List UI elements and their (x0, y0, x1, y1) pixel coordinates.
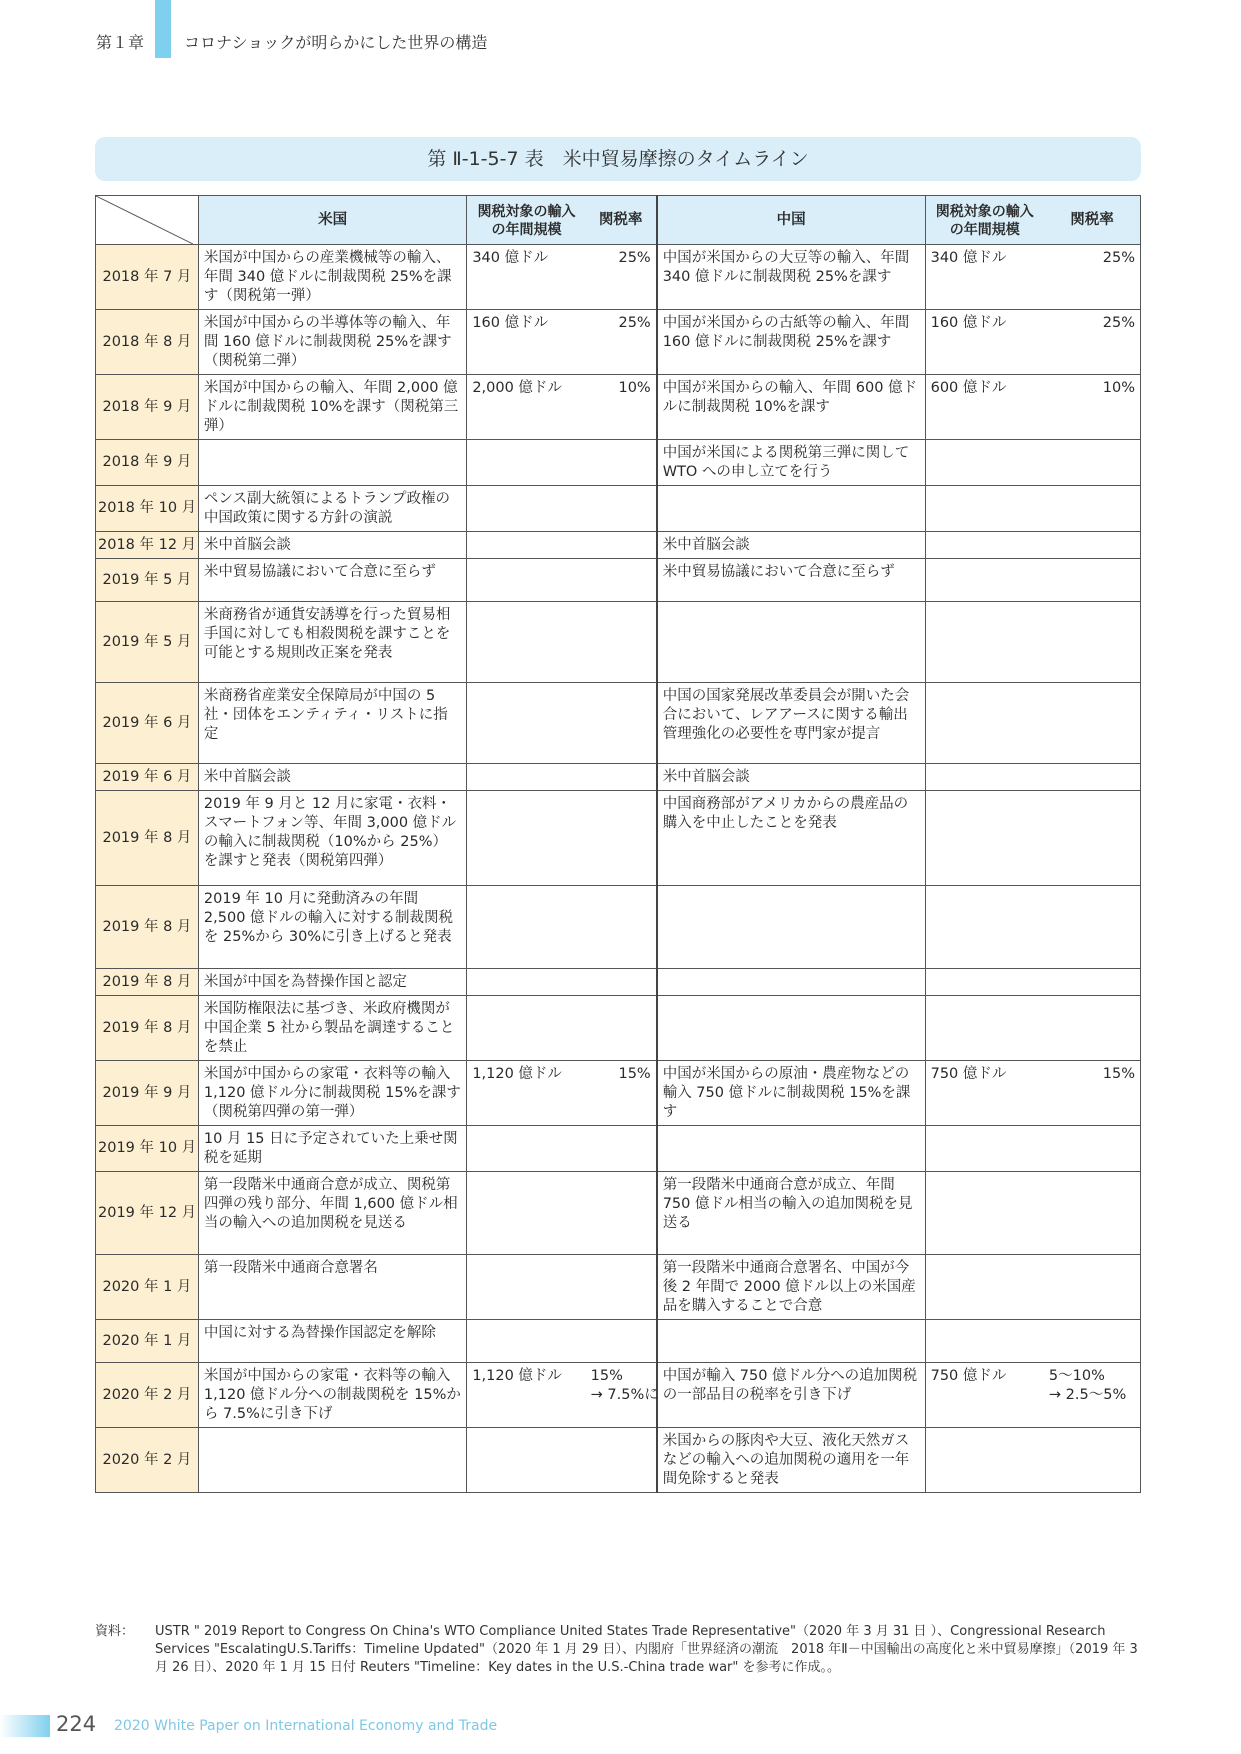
chapter-label: 第１章 (96, 33, 145, 52)
us-event-cell: 米中首脳会談 (198, 532, 466, 559)
cn-rate-cell (1044, 486, 1141, 532)
us-rate-cell (586, 1172, 657, 1255)
date-cell: 2018 年 12 月 (96, 532, 199, 559)
us-scale-cell (467, 486, 586, 532)
cn-event-cell: 第一段階米中通商合意が成立、年間 750 億ドル相当の輸入の追加関税を見送る (657, 1172, 925, 1255)
date-cell: 2019 年 9 月 (96, 1061, 199, 1126)
us-event-cell: 10 月 15 日に予定されていた上乗せ関税を延期 (198, 1126, 466, 1172)
us-event-cell: 2019 年 9 月と 12 月に家電・衣料・スマートフォン等、年間 3,000 億ドルの輸入に制裁関税（10%から 25%）を課すと発表（関税第四弾） (198, 791, 466, 886)
cn-rate-cell (1044, 1172, 1141, 1255)
cn-scale-cell: 600 億ドル (925, 375, 1044, 440)
cn-scale-cell (925, 440, 1044, 486)
us-scale-cell (467, 1320, 586, 1363)
cn-rate-cell (1044, 440, 1141, 486)
us-scale-cell (467, 1126, 586, 1172)
cn-rate-cell (1044, 532, 1141, 559)
table-row (96, 310, 1141, 375)
cn-scale-cell: 750 億ドル (925, 1363, 1044, 1428)
date-cell: 2018 年 9 月 (96, 375, 199, 440)
us-rate-cell (586, 1320, 657, 1363)
date-cell: 2020 年 2 月 (96, 1363, 199, 1428)
date-cell: 2019 年 5 月 (96, 602, 199, 683)
us-event-cell: 2019 年 10 月に発動済みの年間 2,500 億ドルの輸入に対する制裁関税を 25%から 30%に引き上げると発表 (198, 886, 466, 969)
cn-event-cell: 米中貿易協議において合意に至らず (657, 559, 925, 602)
cn-event-cell: 中国が米国からの大豆等の輸入、年間 340 億ドルに制裁関税 25%を課す (657, 245, 925, 310)
table-row (96, 969, 1141, 996)
us-rate-cell: 10% (586, 375, 657, 440)
cn-scale-cell: 340 億ドル (925, 245, 1044, 310)
us-event-cell (198, 440, 466, 486)
us-event-cell: ペンス副大統領によるトランプ政権の中国政策に関する方針の演説 (198, 486, 466, 532)
cn-rate-cell: 5〜10% → 2.5〜5% (1044, 1363, 1141, 1428)
us-event-cell: 中国に対する為替操作国認定を解除 (198, 1320, 466, 1363)
header-us: 米国 (198, 196, 466, 245)
us-rate-cell (586, 764, 657, 791)
us-scale-cell (467, 559, 586, 602)
cn-rate-cell (1044, 886, 1141, 969)
us-rate-cell (586, 1255, 657, 1320)
us-scale-cell (467, 1172, 586, 1255)
date-cell: 2019 年 6 月 (96, 764, 199, 791)
corner-cell (96, 196, 199, 245)
us-event-cell: 米国が中国からの産業機械等の輸入、年間 340 億ドルに制裁関税 25%を課す（関税第一弾） (198, 245, 466, 310)
us-scale-cell (467, 683, 586, 764)
cn-rate-cell (1044, 1428, 1141, 1493)
us-scale-cell (467, 602, 586, 683)
cn-scale-cell (925, 1255, 1044, 1320)
table-row (96, 1126, 1141, 1172)
date-cell: 2019 年 10 月 (96, 1126, 199, 1172)
diagonal-line (96, 196, 193, 244)
table-title: 第 Ⅱ-1-5-7 表 米中貿易摩擦のタイムライン (95, 137, 1141, 181)
date-cell: 2019 年 8 月 (96, 996, 199, 1061)
cn-scale-cell (925, 764, 1044, 791)
cn-event-cell: 米中首脳会談 (657, 532, 925, 559)
us-scale-cell: 1,120 億ドル (467, 1061, 586, 1126)
us-rate-cell (586, 1126, 657, 1172)
table-row (96, 559, 1141, 602)
cn-event-cell: 第一段階米中通商合意署名、中国が今後 2 年間で 2000 億ドル以上の米国産品を購入することで合意 (657, 1255, 925, 1320)
us-rate-cell (586, 969, 657, 996)
cn-rate-cell: 15% (1044, 1061, 1141, 1126)
cn-event-cell: 中国が輸入 750 億ドル分への追加関税の一部品目の税率を引き下げ (657, 1363, 925, 1428)
cn-rate-cell (1044, 1126, 1141, 1172)
cn-rate-cell (1044, 683, 1141, 764)
us-rate-cell (586, 996, 657, 1061)
cn-rate-cell (1044, 559, 1141, 602)
footer-accent (0, 1715, 50, 1737)
cn-event-cell (657, 602, 925, 683)
us-scale-cell (467, 532, 586, 559)
date-cell: 2019 年 6 月 (96, 683, 199, 764)
date-cell: 2019 年 5 月 (96, 559, 199, 602)
table-row (96, 440, 1141, 486)
chapter-header (0, 0, 1241, 80)
source-note (95, 1623, 1141, 1677)
table-row (96, 764, 1141, 791)
date-cell: 2018 年 7 月 (96, 245, 199, 310)
us-event-cell: 米国が中国からの輸入、年間 2,000 億ドルに制裁関税 10%を課す（関税第三弾） (198, 375, 466, 440)
cn-event-cell: 中国が米国からの輸入、年間 600 億ドルに制裁関税 10%を課す (657, 375, 925, 440)
us-event-cell: 第一段階米中通商合意署名 (198, 1255, 466, 1320)
cn-rate-cell (1044, 996, 1141, 1061)
us-event-cell: 第一段階米中通商合意が成立、関税第四弾の残り部分、年間 1,600 億ドル相当の輸入への追加関税を見送る (198, 1172, 466, 1255)
us-rate-cell (586, 602, 657, 683)
date-cell: 2019 年 8 月 (96, 791, 199, 886)
chapter-title: コロナショックが明らかにした世界の構造 (184, 33, 488, 52)
cn-scale-cell (925, 886, 1044, 969)
cn-scale-cell (925, 1126, 1044, 1172)
cn-scale-cell (925, 1172, 1044, 1255)
date-cell: 2019 年 12 月 (96, 1172, 199, 1255)
cn-rate-cell (1044, 1320, 1141, 1363)
page-number: 224 (56, 1712, 97, 1736)
cn-event-cell: 中国が米国からの古紙等の輸入、年間 160 億ドルに制裁関税 25%を課す (657, 310, 925, 375)
date-cell: 2018 年 9 月 (96, 440, 199, 486)
us-scale-cell (467, 791, 586, 886)
us-event-cell: 米商務省産業安全保障局が中国の 5 社・団体をエンティティ・リストに指定 (198, 683, 466, 764)
table-row (96, 791, 1141, 886)
timeline-table (95, 195, 1141, 1493)
us-scale-cell: 2,000 億ドル (467, 375, 586, 440)
cn-event-cell: 米国からの豚肉や大豆、液化天然ガスなどの輸入への追加関税の適用を一年間免除すると発表 (657, 1428, 925, 1493)
table-row (96, 245, 1141, 310)
us-event-cell: 米中貿易協議において合意に至らず (198, 559, 466, 602)
us-scale-cell: 340 億ドル (467, 245, 586, 310)
us-event-cell: 米商務省が通貨安誘導を行った貿易相手国に対しても相殺関税を課すことを可能とする規則改正案を発表 (198, 602, 466, 683)
us-event-cell: 米国が中国からの家電・衣料等の輸入 1,120 億ドル分に制裁関税 15%を課す（関税第四弾の第一弾） (198, 1061, 466, 1126)
table-row (96, 1428, 1141, 1493)
table-row (96, 1172, 1141, 1255)
cn-scale-cell (925, 602, 1044, 683)
cn-rate-cell (1044, 764, 1141, 791)
table-row (96, 532, 1141, 559)
us-scale-cell: 160 億ドル (467, 310, 586, 375)
cn-event-cell: 中国の国家発展改革委員会が開いた会合において、レアアースに関する輸出管理強化の必要性を専門家が提言 (657, 683, 925, 764)
date-cell: 2018 年 10 月 (96, 486, 199, 532)
us-event-cell: 米国が中国を為替操作国と認定 (198, 969, 466, 996)
us-scale-cell: 1,120 億ドル (467, 1363, 586, 1428)
cn-scale-cell (925, 1428, 1044, 1493)
cn-scale-cell (925, 791, 1044, 886)
cn-event-cell (657, 1126, 925, 1172)
cn-scale-cell (925, 1320, 1044, 1363)
cn-event-cell (657, 1320, 925, 1363)
date-cell: 2020 年 1 月 (96, 1255, 199, 1320)
us-rate-cell: 15% (586, 1061, 657, 1126)
cn-scale-cell (925, 969, 1044, 996)
table-row (96, 602, 1141, 683)
us-rate-cell (586, 886, 657, 969)
header-us-rate: 関税率 (586, 196, 657, 245)
us-rate-cell (586, 1428, 657, 1493)
us-scale-cell (467, 996, 586, 1061)
table-row (96, 1255, 1141, 1320)
date-cell: 2020 年 2 月 (96, 1428, 199, 1493)
header-us-scale: 関税対象の輸入の年間規模 (467, 196, 586, 245)
us-rate-cell (586, 532, 657, 559)
header-cn: 中国 (657, 196, 925, 245)
cn-scale-cell: 750 億ドル (925, 1061, 1044, 1126)
us-scale-cell (467, 440, 586, 486)
us-rate-cell (586, 486, 657, 532)
date-cell: 2018 年 8 月 (96, 310, 199, 375)
us-rate-cell (586, 791, 657, 886)
table-row (96, 1320, 1141, 1363)
us-rate-cell (586, 683, 657, 764)
table-row (96, 1363, 1141, 1428)
table-row (96, 683, 1141, 764)
date-cell: 2019 年 8 月 (96, 886, 199, 969)
us-rate-cell: 25% (586, 245, 657, 310)
cn-rate-cell (1044, 602, 1141, 683)
us-event-cell (198, 1428, 466, 1493)
cn-event-cell (657, 996, 925, 1061)
us-rate-cell: 25% (586, 310, 657, 375)
us-scale-cell (467, 886, 586, 969)
cn-scale-cell: 160 億ドル (925, 310, 1044, 375)
date-cell: 2020 年 1 月 (96, 1320, 199, 1363)
us-event-cell: 米国が中国からの半導体等の輸入、年間 160 億ドルに制裁関税 25%を課す（関税第二弾） (198, 310, 466, 375)
us-scale-cell (467, 764, 586, 791)
table-row (96, 1061, 1141, 1126)
date-cell: 2019 年 8 月 (96, 969, 199, 996)
footer-title: 2020 White Paper on International Economy and Trade (114, 1718, 498, 1734)
cn-scale-cell (925, 532, 1044, 559)
cn-event-cell (657, 969, 925, 996)
table-row (96, 375, 1141, 440)
cn-event-cell: 中国商務部がアメリカからの農産品の購入を中止したことを発表 (657, 791, 925, 886)
table-row (96, 486, 1141, 532)
cn-rate-cell: 25% (1044, 310, 1141, 375)
cn-scale-cell (925, 559, 1044, 602)
table-header-row (96, 196, 1141, 245)
cn-scale-cell (925, 486, 1044, 532)
us-event-cell: 米国が中国からの家電・衣料等の輸入 1,120 億ドル分への制裁関税を 15%から 7.5%に引き下げ (198, 1363, 466, 1428)
timeline-body (96, 245, 1141, 1493)
table-row (96, 996, 1141, 1061)
us-rate-cell: 15% → 7.5%に (586, 1363, 657, 1428)
cn-event-cell (657, 886, 925, 969)
chapter-accent-bar (155, 0, 171, 58)
cn-rate-cell: 10% (1044, 375, 1141, 440)
cn-event-cell: 中国が米国による関税第三弾に関して WTO への申し立てを行う (657, 440, 925, 486)
us-event-cell: 米中首脳会談 (198, 764, 466, 791)
table-row (96, 886, 1141, 969)
us-rate-cell (586, 440, 657, 486)
us-scale-cell (467, 1255, 586, 1320)
us-scale-cell (467, 1428, 586, 1493)
cn-rate-cell (1044, 791, 1141, 886)
us-rate-cell (586, 559, 657, 602)
source-text: USTR " 2019 Report to Congress On China's WTO Compliance United States Trade Representative"（2020 年 3 月 31 日 ）、Congressional Research Services "EscalatingU.S.Tariffs：Timeline Updated"（2020 年 1 月 29 日）、内閣府「世界経済の潮流 2018 年Ⅱ－中国輸出の高度化と米中貿易摩擦」（2019 年 3 月 26 日）、2020 年 1 月 15 日付 Reuters "Timeline：Key dates in the U.S.-China trade war" を参考に作成。。 (155, 1624, 1138, 1675)
cn-event-cell: 中国が米国からの原油・農産物などの輸入 750 億ドルに制裁関税 15%を課す (657, 1061, 925, 1126)
cn-event-cell (657, 486, 925, 532)
cn-rate-cell: 25% (1044, 245, 1141, 310)
header-cn-scale: 関税対象の輸入の年間規模 (925, 196, 1044, 245)
cn-rate-cell (1044, 1255, 1141, 1320)
cn-scale-cell (925, 683, 1044, 764)
cn-event-cell: 米中首脳会談 (657, 764, 925, 791)
us-event-cell: 米国防権限法に基づき、米政府機関が中国企業 5 社から製品を調達することを禁止 (198, 996, 466, 1061)
cn-scale-cell (925, 996, 1044, 1061)
us-scale-cell (467, 969, 586, 996)
header-cn-rate: 関税率 (1044, 196, 1141, 245)
cn-rate-cell (1044, 969, 1141, 996)
source-label: 資料： (95, 1624, 135, 1639)
